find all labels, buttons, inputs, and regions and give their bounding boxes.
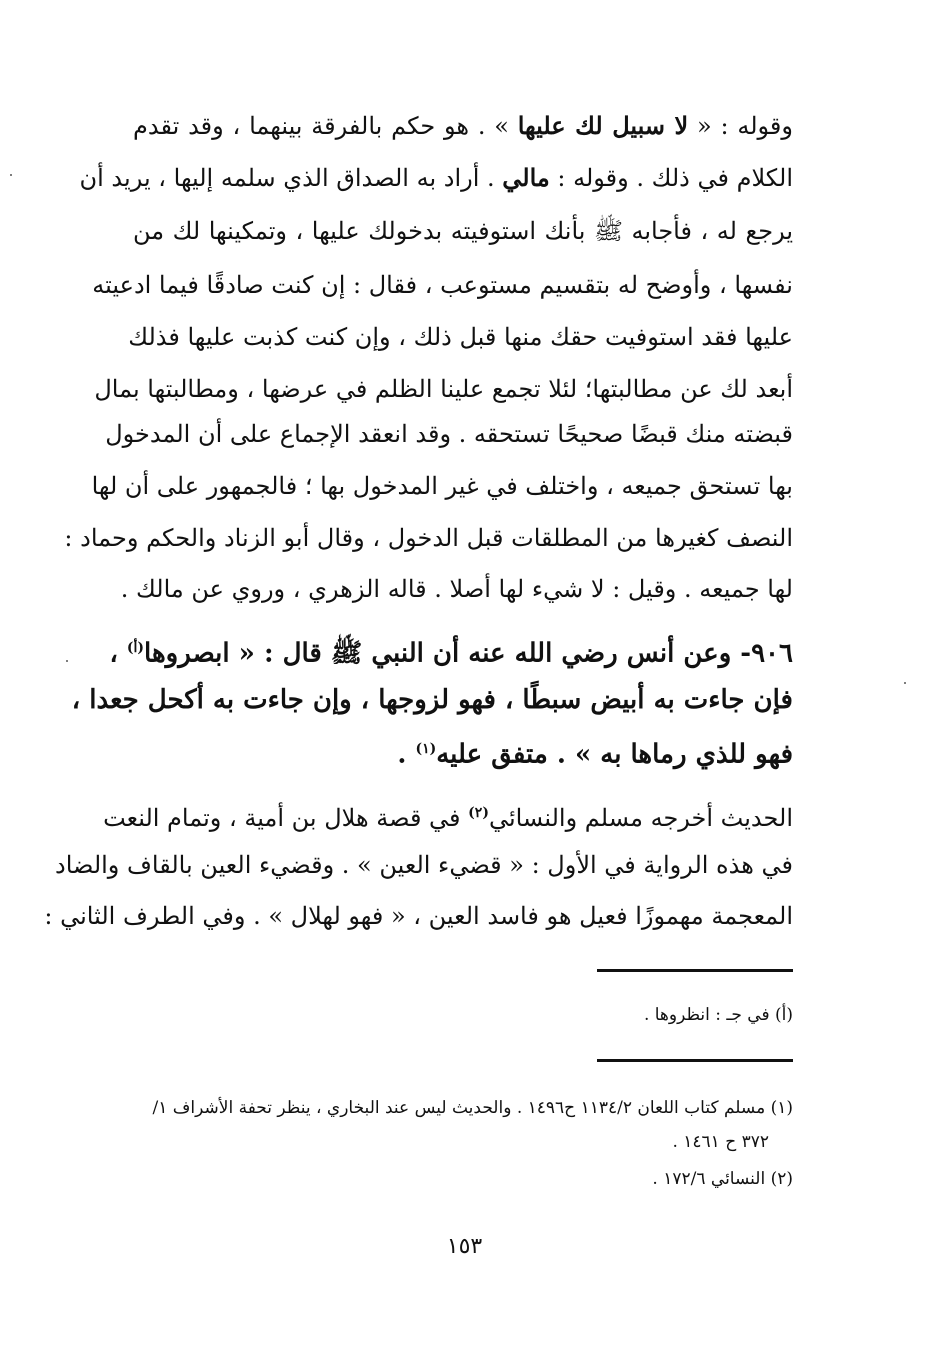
line-text: . أراد به الصداق الذي سلمه إليها ، يريد أن <box>79 164 503 192</box>
line-text: الحديث أخرجه مسلم والنسائي <box>488 804 793 832</box>
hadith-text: فهو للذي رماها به » . متفق عليه <box>436 739 793 770</box>
commentary-line-10 <box>120 569 793 609</box>
commentary-line-8 <box>91 466 793 506</box>
hadith-text: . <box>397 739 416 770</box>
scan-speck <box>904 682 906 684</box>
hadith-line-3 <box>133 727 793 777</box>
footnote-1-continued: ٣٧٢ ح ١٤٦١ . <box>672 1132 769 1152</box>
commentary-line-6 <box>94 369 793 409</box>
line-text: عليها فقد استوفيت حقك منها قبل ذلك ، وإن كنت كذبت عليها فذلك <box>128 323 793 351</box>
line-text: الكلام في ذلك . وقوله : <box>549 164 793 192</box>
commentary-line-4 <box>92 265 793 305</box>
explanation-line-2: في هذه الرواية في الأول : « قضيء العين » . وقضيء العين بالقاف والضاد <box>55 851 793 879</box>
explanation-line-1 <box>103 793 793 838</box>
scan-speck <box>66 660 68 662</box>
hadith-text: ، <box>109 638 127 669</box>
line-text: نفسها ، وأوضح له بتقسيم مستوعب ، فقال : إن كنت صادقًا فيما ادعيته <box>92 271 793 299</box>
line-text: بها تستحق جميعه ، واختلف في غير المدخول بها ؛ فالجمهور على أن لها <box>91 472 793 500</box>
scan-speck <box>10 174 12 176</box>
page-number: ١٥٣ <box>446 1234 483 1259</box>
line-text: » . هو حكم بالفرقة بينهما ، وقد تقدم <box>133 112 518 140</box>
line-text: أبعد لك عن مطالبتها؛ لئلا تجمع علينا الظلم في عرضها ، ومطالبتها بمال <box>94 375 793 403</box>
footnote-2: (٢) النسائي ١٧٢/٦ . <box>652 1169 793 1189</box>
line-text: في قصة هلال بن أمية ، وتمام النعت <box>103 804 469 832</box>
footnote-marker: (١) <box>415 741 437 757</box>
footnote-marker: (٢) <box>468 805 489 821</box>
footnote-1: (١) مسلم كتاب اللعان ١١٣٤/٢ ح١٤٩٦ . والحديث ليس عند البخاري ، ينظر تحفة الأشراف ١/ <box>152 1098 793 1118</box>
hadith-text: ٩٠٦- وعن أنس رضي الله عنه أن النبي ﷺ قال : « ابصروها <box>144 638 793 669</box>
line-text: النصف كغيرها من المطلقات قبل الدخول ، وقال أبو الزناد والحكم وحماد : <box>64 524 793 552</box>
commentary-line-7 <box>105 414 793 454</box>
line-text: لها جميعه . وقيل : لا شيء لها أصلا . قاله الزهري ، وروي عن مالك . <box>120 575 793 603</box>
line-text: وقوله : « <box>688 112 793 140</box>
variant-note-divider <box>597 969 793 972</box>
variant-note-marker: (أ) <box>126 640 145 656</box>
line-text: قبضته منك قبضًا صحيحًا تستحقه . وقد انعقد الإجماع على أن المدخول <box>105 420 793 448</box>
hadith-line-2: فإن جاءت به أبيض سبطًا ، فهو لزوجها ، وإن جاءت به أكحل جعدا ، <box>71 685 793 715</box>
commentary-line-2 <box>79 158 793 198</box>
line-text: يرجع له ، فأجابه ﷺ بأنك استوفيته بدخولك عليها ، وتمكينها لك من <box>133 217 793 245</box>
commentary-line-5 <box>128 317 793 357</box>
bold-term: مالي <box>502 163 550 192</box>
footnote-divider <box>597 1059 793 1062</box>
bold-term: لا سبيل لك عليها <box>517 111 689 140</box>
commentary-line-9 <box>64 518 793 558</box>
variant-note: (أ) في جـ : انظروها . <box>643 1005 793 1025</box>
hadith-line-1 <box>109 626 793 676</box>
commentary-line-3 <box>133 211 793 251</box>
explanation-line-3: المعجمة مهموزًا فعيل هو فاسد العين ، « فهو لهلال » . وفي الطرف الثاني : <box>44 902 793 930</box>
commentary-line-1 <box>133 106 793 146</box>
